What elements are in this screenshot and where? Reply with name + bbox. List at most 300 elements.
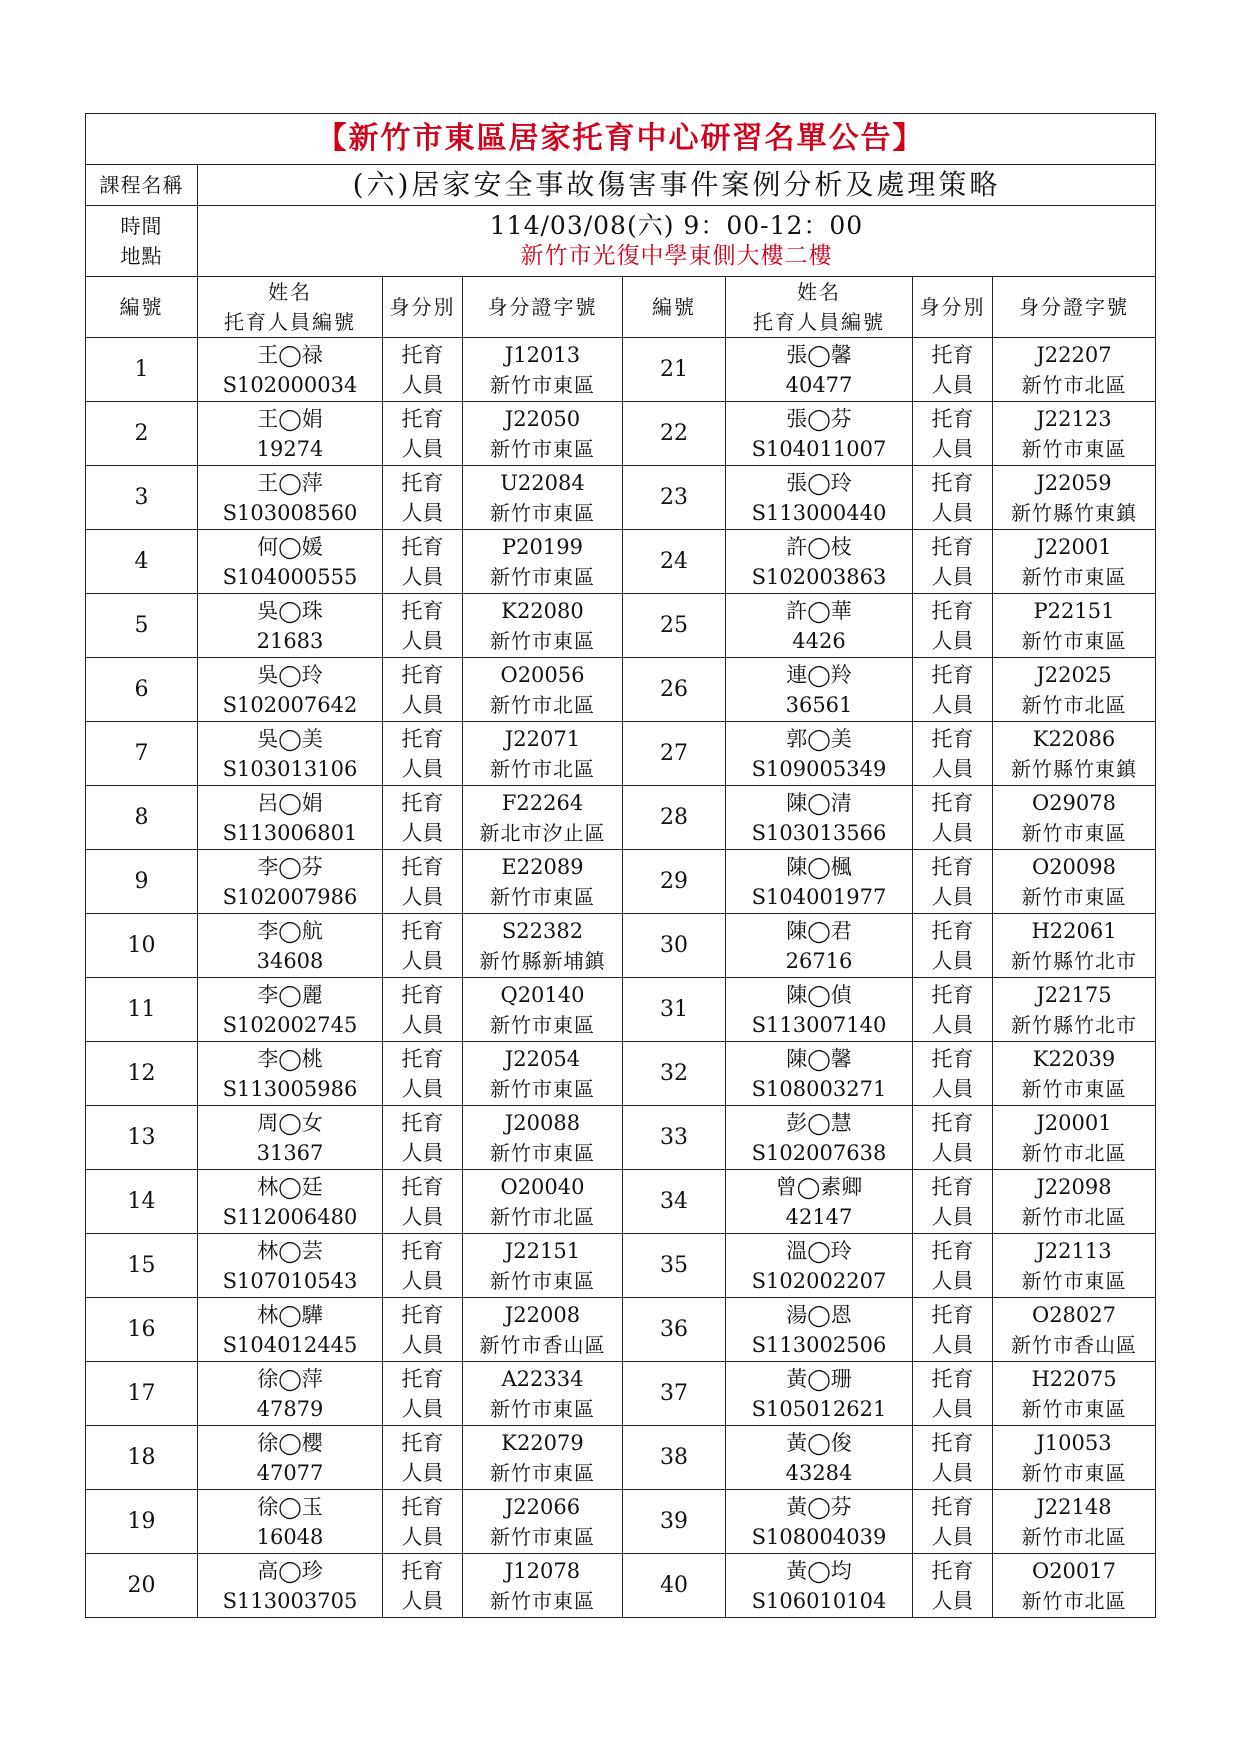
entry-name: 陳◯清 bbox=[786, 790, 852, 815]
entry-id-cell bbox=[463, 786, 623, 850]
entry-id-number: K22086 bbox=[1032, 726, 1116, 751]
entry-caregiver-id: 40477 bbox=[785, 372, 853, 397]
entry-name: 徐◯玉 bbox=[257, 1494, 323, 1519]
entry-identity-cell bbox=[913, 402, 993, 466]
header-name: 姓名 bbox=[268, 280, 312, 304]
entry-id-cell bbox=[463, 1106, 623, 1170]
entry-identity-cell bbox=[383, 466, 463, 530]
entry-id-cell bbox=[463, 1426, 623, 1490]
roster-table bbox=[85, 113, 1156, 1618]
entry-area: 新竹市東區 bbox=[1021, 628, 1127, 653]
entry-number: 22 bbox=[623, 402, 726, 466]
entry-name: 王◯禄 bbox=[257, 342, 323, 367]
entry-identity-cell bbox=[383, 338, 463, 402]
entry-name-cell bbox=[726, 658, 913, 722]
entry-identity-cell bbox=[913, 1554, 993, 1618]
entry-number: 14 bbox=[86, 1170, 198, 1234]
entry-id-cell bbox=[463, 530, 623, 594]
entry-caregiver-id: 21683 bbox=[256, 628, 324, 653]
entry-number: 13 bbox=[86, 1106, 198, 1170]
entry-identity-cell bbox=[913, 1426, 993, 1490]
entry-identity-bottom: 人員 bbox=[401, 1012, 444, 1037]
entry-identity-bottom: 人員 bbox=[931, 1524, 974, 1549]
entry-identity-cell bbox=[913, 722, 993, 786]
entry-id-cell bbox=[993, 1234, 1156, 1298]
entry-id-cell bbox=[463, 978, 623, 1042]
entry-number: 29 bbox=[623, 850, 726, 914]
entry-identity-bottom: 人員 bbox=[931, 820, 974, 845]
entry-name: 周◯女 bbox=[257, 1110, 323, 1135]
table-row bbox=[86, 530, 1156, 594]
entry-area: 新竹市東區 bbox=[490, 1396, 595, 1421]
entry-name: 黃◯均 bbox=[786, 1558, 852, 1583]
entry-number: 26 bbox=[623, 658, 726, 722]
entry-name: 彭◯慧 bbox=[786, 1110, 852, 1135]
entry-number: 23 bbox=[623, 466, 726, 530]
entry-id-cell bbox=[993, 1554, 1156, 1618]
entry-name: 吳◯珠 bbox=[257, 598, 323, 623]
entry-identity-top: 托育 bbox=[401, 662, 444, 687]
entry-identity-top: 托育 bbox=[401, 1046, 444, 1071]
entry-identity-top: 托育 bbox=[931, 534, 974, 559]
entry-identity-top: 托育 bbox=[931, 1046, 974, 1071]
entry-number: 8 bbox=[86, 786, 198, 850]
table-row bbox=[86, 722, 1156, 786]
entry-name: 林◯廷 bbox=[257, 1174, 323, 1199]
entry-identity-bottom: 人員 bbox=[931, 1140, 974, 1165]
entry-caregiver-id: S113006801 bbox=[222, 820, 358, 845]
entry-area: 新竹市東區 bbox=[1021, 1076, 1127, 1101]
header-name: 姓名 bbox=[797, 280, 841, 304]
entry-number: 34 bbox=[623, 1170, 726, 1234]
entry-identity-cell bbox=[913, 530, 993, 594]
entry-area: 新竹市東區 bbox=[1021, 1396, 1127, 1421]
entry-name-cell bbox=[198, 1106, 383, 1170]
entry-name: 李◯芬 bbox=[257, 854, 323, 879]
table-row bbox=[86, 1554, 1156, 1618]
entry-id-cell bbox=[993, 1106, 1156, 1170]
entry-id-cell bbox=[463, 1554, 623, 1618]
entry-number: 10 bbox=[86, 914, 198, 978]
entry-identity-cell bbox=[913, 978, 993, 1042]
entry-caregiver-id: 47077 bbox=[256, 1460, 324, 1485]
entry-name: 曾◯素卿 bbox=[775, 1174, 863, 1199]
entry-identity-cell bbox=[383, 786, 463, 850]
entry-identity-bottom: 人員 bbox=[401, 436, 444, 461]
entry-name: 湯◯恩 bbox=[786, 1302, 852, 1327]
entry-name: 呂◯娟 bbox=[257, 790, 323, 815]
header-caregiver-id: 托育人員編號 bbox=[753, 310, 885, 334]
header-name-left bbox=[198, 277, 383, 338]
entry-number: 28 bbox=[623, 786, 726, 850]
entry-name-cell bbox=[198, 594, 383, 658]
entry-id-cell bbox=[993, 786, 1156, 850]
entry-area: 新竹市北區 bbox=[1021, 1524, 1127, 1549]
entry-identity-cell bbox=[383, 1234, 463, 1298]
table-row bbox=[86, 1106, 1156, 1170]
entry-identity-bottom: 人員 bbox=[401, 948, 444, 973]
entry-caregiver-id: S105012621 bbox=[751, 1396, 887, 1421]
entry-identity-bottom: 人員 bbox=[931, 372, 974, 397]
entry-identity-top: 托育 bbox=[401, 342, 444, 367]
entry-identity-cell bbox=[383, 1170, 463, 1234]
entry-identity-top: 托育 bbox=[931, 342, 974, 367]
entry-name-cell bbox=[726, 466, 913, 530]
entry-caregiver-id: 16048 bbox=[256, 1524, 324, 1549]
entry-name: 林◯驊 bbox=[257, 1302, 323, 1327]
entry-name-cell bbox=[726, 530, 913, 594]
entry-id-cell bbox=[463, 850, 623, 914]
entry-identity-bottom: 人員 bbox=[401, 756, 444, 781]
entry-identity-bottom: 人員 bbox=[401, 884, 444, 909]
entry-name-cell bbox=[198, 658, 383, 722]
entry-number: 27 bbox=[623, 722, 726, 786]
entry-id-cell bbox=[463, 1042, 623, 1106]
entry-identity-top: 托育 bbox=[401, 854, 444, 879]
entry-identity-cell bbox=[913, 1362, 993, 1426]
entry-id-number: J22059 bbox=[1036, 470, 1112, 495]
table-row bbox=[86, 1234, 1156, 1298]
entry-number: 24 bbox=[623, 530, 726, 594]
entry-caregiver-id: S104001977 bbox=[751, 884, 887, 909]
entry-id-number: J22151 bbox=[504, 1238, 581, 1263]
entry-name-cell bbox=[198, 466, 383, 530]
table-row bbox=[86, 338, 1156, 402]
entry-area: 新竹市東區 bbox=[490, 1588, 595, 1613]
entry-id-number: J22123 bbox=[1036, 406, 1112, 431]
entry-area: 新竹市東區 bbox=[490, 1524, 595, 1549]
entry-caregiver-id: S113005986 bbox=[222, 1076, 358, 1101]
entry-area: 新竹市東區 bbox=[490, 1140, 595, 1165]
entry-number: 31 bbox=[623, 978, 726, 1042]
entry-id-cell bbox=[993, 850, 1156, 914]
entry-name-cell bbox=[726, 1106, 913, 1170]
entry-number: 16 bbox=[86, 1298, 198, 1362]
entry-identity-top: 托育 bbox=[931, 662, 974, 687]
entry-name-cell bbox=[726, 786, 913, 850]
entry-id-number: U22084 bbox=[500, 470, 585, 495]
entry-name-cell bbox=[198, 1554, 383, 1618]
entry-identity-bottom: 人員 bbox=[931, 564, 974, 589]
entry-identity-bottom: 人員 bbox=[401, 1076, 444, 1101]
entry-id-cell bbox=[993, 530, 1156, 594]
entry-id-number: J22113 bbox=[1036, 1238, 1112, 1263]
table-row bbox=[86, 402, 1156, 466]
entry-id-number: F22264 bbox=[501, 790, 584, 815]
entry-caregiver-id: S113000440 bbox=[751, 500, 887, 525]
entry-area: 新竹縣竹北市 bbox=[1011, 948, 1137, 973]
entry-number: 2 bbox=[86, 402, 198, 466]
entry-identity-top: 托育 bbox=[931, 854, 974, 879]
entry-identity-cell bbox=[913, 594, 993, 658]
entry-name: 徐◯櫻 bbox=[257, 1430, 323, 1455]
entry-name-cell bbox=[198, 1234, 383, 1298]
entry-number: 21 bbox=[623, 338, 726, 402]
entry-name: 陳◯君 bbox=[786, 918, 852, 943]
entry-caregiver-id: S104012445 bbox=[222, 1332, 358, 1357]
entry-name: 陳◯楓 bbox=[786, 854, 852, 879]
table-row bbox=[86, 978, 1156, 1042]
entry-identity-top: 托育 bbox=[401, 1494, 444, 1519]
entry-caregiver-id: S102002745 bbox=[222, 1012, 358, 1037]
entry-number: 33 bbox=[623, 1106, 726, 1170]
entry-area: 新竹市東區 bbox=[490, 628, 595, 653]
header-caregiver-id: 托育人員編號 bbox=[224, 310, 356, 334]
entry-identity-cell bbox=[383, 1426, 463, 1490]
entry-id-cell bbox=[993, 1170, 1156, 1234]
entry-identity-bottom: 人員 bbox=[931, 1076, 974, 1101]
entry-caregiver-id: S102000034 bbox=[222, 372, 358, 397]
entry-number: 15 bbox=[86, 1234, 198, 1298]
header-name-right bbox=[726, 277, 913, 338]
entry-id-cell bbox=[993, 658, 1156, 722]
entry-identity-cell bbox=[913, 658, 993, 722]
entry-identity-top: 托育 bbox=[401, 1238, 444, 1263]
entry-name: 李◯桃 bbox=[257, 1046, 323, 1071]
entry-area: 新竹市香山區 bbox=[479, 1332, 606, 1357]
entry-identity-bottom: 人員 bbox=[931, 1012, 974, 1037]
entry-id-number: J22207 bbox=[1036, 342, 1112, 367]
entry-identity-top: 托育 bbox=[401, 1110, 444, 1135]
entry-identity-bottom: 人員 bbox=[931, 500, 974, 525]
entry-identity-cell bbox=[913, 1490, 993, 1554]
entry-id-cell bbox=[993, 1490, 1156, 1554]
entry-identity-bottom: 人員 bbox=[401, 372, 444, 397]
entry-identity-cell bbox=[383, 1106, 463, 1170]
entry-number: 32 bbox=[623, 1042, 726, 1106]
entry-identity-bottom: 人員 bbox=[931, 884, 974, 909]
entry-caregiver-id: S113007140 bbox=[751, 1012, 887, 1037]
entry-id-number: J22008 bbox=[504, 1302, 581, 1327]
entry-number: 35 bbox=[623, 1234, 726, 1298]
entry-caregiver-id: S102007986 bbox=[222, 884, 358, 909]
entry-identity-bottom: 人員 bbox=[931, 756, 974, 781]
entry-name-cell bbox=[726, 1554, 913, 1618]
entry-id-number: O29078 bbox=[1031, 790, 1117, 815]
entry-number: 1 bbox=[86, 338, 198, 402]
entry-id-cell bbox=[993, 1042, 1156, 1106]
entry-id-number: O28027 bbox=[1031, 1302, 1117, 1327]
entry-id-cell bbox=[463, 914, 623, 978]
header-id-number-right: 身分證字號 bbox=[993, 277, 1156, 338]
entry-id-number: J22071 bbox=[504, 726, 581, 751]
entry-id-number: K22079 bbox=[501, 1430, 584, 1455]
entry-identity-cell bbox=[383, 658, 463, 722]
entry-identity-top: 托育 bbox=[931, 1110, 974, 1135]
entry-name-cell bbox=[198, 978, 383, 1042]
entry-id-cell bbox=[463, 338, 623, 402]
entry-id-number: Q20140 bbox=[500, 982, 585, 1007]
entry-identity-top: 托育 bbox=[931, 1494, 974, 1519]
entry-id-cell bbox=[993, 1362, 1156, 1426]
entry-identity-cell bbox=[383, 914, 463, 978]
entry-number: 17 bbox=[86, 1362, 198, 1426]
entry-caregiver-id: 42147 bbox=[785, 1204, 853, 1229]
entry-id-number: S22382 bbox=[501, 918, 584, 943]
entry-identity-cell bbox=[913, 338, 993, 402]
entry-id-cell bbox=[993, 1426, 1156, 1490]
entry-area: 新竹市香山區 bbox=[1011, 1332, 1137, 1357]
entry-identity-top: 托育 bbox=[401, 534, 444, 559]
entry-area: 新竹市東區 bbox=[490, 884, 595, 909]
entry-id-cell bbox=[993, 914, 1156, 978]
entry-id-number: J22175 bbox=[1036, 982, 1112, 1007]
entry-identity-cell bbox=[383, 850, 463, 914]
course-name: (六)居家安全事故傷害事件案例分析及處理策略 bbox=[198, 165, 1156, 206]
entry-name-cell bbox=[198, 1362, 383, 1426]
entry-number: 20 bbox=[86, 1554, 198, 1618]
entry-name: 陳◯馨 bbox=[786, 1046, 852, 1071]
entry-identity-top: 托育 bbox=[401, 406, 444, 431]
entry-caregiver-id: S112006480 bbox=[222, 1204, 358, 1229]
entry-identity-top: 托育 bbox=[931, 1430, 974, 1455]
entry-id-number: J22054 bbox=[504, 1046, 581, 1071]
entry-name-cell bbox=[198, 1170, 383, 1234]
entry-area: 新竹市東區 bbox=[490, 1012, 595, 1037]
entry-id-cell bbox=[463, 1170, 623, 1234]
entry-id-number: J22148 bbox=[1036, 1494, 1112, 1519]
entry-id-number: A22334 bbox=[501, 1366, 584, 1391]
entry-identity-bottom: 人員 bbox=[401, 564, 444, 589]
entry-id-cell bbox=[463, 1298, 623, 1362]
table-row bbox=[86, 1362, 1156, 1426]
entry-caregiver-id: S103013106 bbox=[222, 756, 358, 781]
entry-id-number: O20017 bbox=[1031, 1558, 1117, 1583]
entry-identity-top: 托育 bbox=[931, 406, 974, 431]
column-header-row bbox=[86, 277, 1156, 338]
time-value: 114/03/08(六) 9：00-12：00 bbox=[489, 211, 864, 240]
entry-area: 新竹市北區 bbox=[1021, 1588, 1127, 1613]
course-label: 課程名稱 bbox=[86, 165, 198, 206]
entry-name-cell bbox=[198, 1042, 383, 1106]
entry-id-number: P20199 bbox=[502, 534, 583, 559]
table-row bbox=[86, 1170, 1156, 1234]
entry-caregiver-id: 43284 bbox=[785, 1460, 853, 1485]
entry-name-cell bbox=[726, 594, 913, 658]
entry-id-number: O20056 bbox=[500, 662, 585, 687]
entry-identity-top: 托育 bbox=[931, 790, 974, 815]
entry-area: 新竹市東區 bbox=[490, 564, 595, 589]
entry-id-number: J20001 bbox=[1036, 1110, 1112, 1135]
entry-caregiver-id: 19274 bbox=[256, 436, 324, 461]
entry-name-cell bbox=[726, 914, 913, 978]
entry-id-cell bbox=[463, 1490, 623, 1554]
entry-area: 新竹市北區 bbox=[1021, 372, 1127, 397]
entry-name: 陳◯偵 bbox=[786, 982, 852, 1007]
entry-number: 7 bbox=[86, 722, 198, 786]
time-place-label bbox=[86, 206, 198, 277]
entry-id-cell bbox=[463, 466, 623, 530]
entry-number: 30 bbox=[623, 914, 726, 978]
entry-name: 王◯萍 bbox=[257, 470, 323, 495]
entry-name-cell bbox=[198, 850, 383, 914]
place-value: 新竹市光復中學東側大樓二樓 bbox=[520, 243, 833, 269]
entry-name: 許◯華 bbox=[786, 598, 852, 623]
entry-name: 郭◯美 bbox=[786, 726, 852, 751]
entry-identity-cell bbox=[913, 786, 993, 850]
entry-number: 38 bbox=[623, 1426, 726, 1490]
entry-id-cell bbox=[993, 338, 1156, 402]
entry-identity-bottom: 人員 bbox=[931, 1460, 974, 1485]
entry-identity-top: 托育 bbox=[931, 1558, 974, 1583]
table-row bbox=[86, 594, 1156, 658]
entry-identity-cell bbox=[383, 594, 463, 658]
entry-caregiver-id: S102007642 bbox=[222, 692, 358, 717]
entry-identity-bottom: 人員 bbox=[401, 1140, 444, 1165]
entry-identity-top: 托育 bbox=[931, 1174, 974, 1199]
entry-name: 王◯娟 bbox=[257, 406, 323, 431]
entry-identity-top: 托育 bbox=[931, 470, 974, 495]
entry-identity-bottom: 人員 bbox=[401, 1332, 444, 1357]
entry-identity-cell bbox=[913, 1170, 993, 1234]
entry-number: 19 bbox=[86, 1490, 198, 1554]
entry-id-cell bbox=[993, 722, 1156, 786]
entry-name: 李◯麗 bbox=[257, 982, 323, 1007]
entry-name: 吳◯玲 bbox=[257, 662, 323, 687]
entry-number: 18 bbox=[86, 1426, 198, 1490]
entry-caregiver-id: S109005349 bbox=[751, 756, 887, 781]
entry-caregiver-id: S102003863 bbox=[751, 564, 887, 589]
entry-name-cell bbox=[726, 1298, 913, 1362]
entry-identity-top: 托育 bbox=[931, 1238, 974, 1263]
entry-id-number: J22050 bbox=[504, 406, 581, 431]
entry-caregiver-id: S108004039 bbox=[751, 1524, 887, 1549]
header-identity-right: 身分別 bbox=[913, 277, 993, 338]
entry-identity-bottom: 人員 bbox=[401, 1396, 444, 1421]
entry-name: 林◯芸 bbox=[257, 1238, 323, 1263]
entry-id-cell bbox=[993, 466, 1156, 530]
entry-name-cell bbox=[726, 1426, 913, 1490]
table-row bbox=[86, 786, 1156, 850]
entry-name-cell bbox=[726, 978, 913, 1042]
entry-identity-top: 托育 bbox=[401, 1366, 444, 1391]
entry-identity-top: 托育 bbox=[401, 598, 444, 623]
entry-name: 黃◯俊 bbox=[786, 1430, 852, 1455]
entry-name-cell bbox=[198, 402, 383, 466]
table-row bbox=[86, 1042, 1156, 1106]
entry-id-number: J12078 bbox=[504, 1558, 581, 1583]
entry-name: 張◯玲 bbox=[786, 470, 852, 495]
entry-area: 新竹市東區 bbox=[1021, 1268, 1127, 1293]
entry-area: 新北市汐止區 bbox=[479, 820, 606, 845]
entry-area: 新竹市東區 bbox=[490, 372, 595, 397]
entry-identity-top: 托育 bbox=[401, 726, 444, 751]
table-row bbox=[86, 658, 1156, 722]
entry-number: 11 bbox=[86, 978, 198, 1042]
entry-id-number: J20088 bbox=[504, 1110, 581, 1135]
entry-identity-cell bbox=[913, 1298, 993, 1362]
entry-id-number: J22001 bbox=[1036, 534, 1112, 559]
entry-id-number: J22098 bbox=[1036, 1174, 1112, 1199]
entry-caregiver-id: S108003271 bbox=[751, 1076, 887, 1101]
entry-identity-cell bbox=[383, 1362, 463, 1426]
entry-identity-top: 托育 bbox=[401, 1302, 444, 1327]
entry-name-cell bbox=[726, 1170, 913, 1234]
entry-area: 新竹市北區 bbox=[490, 692, 595, 717]
entry-name-cell bbox=[198, 338, 383, 402]
entry-identity-cell bbox=[913, 1234, 993, 1298]
entry-identity-cell bbox=[913, 1042, 993, 1106]
entry-identity-bottom: 人員 bbox=[931, 628, 974, 653]
entry-identity-bottom: 人員 bbox=[401, 692, 444, 717]
entry-name: 許◯枝 bbox=[786, 534, 852, 559]
entry-id-number: J12013 bbox=[504, 342, 581, 367]
entry-number: 3 bbox=[86, 466, 198, 530]
entry-identity-bottom: 人員 bbox=[931, 1396, 974, 1421]
entry-caregiver-id: S104000555 bbox=[222, 564, 358, 589]
entry-identity-cell bbox=[383, 1490, 463, 1554]
entry-caregiver-id: S103008560 bbox=[222, 500, 358, 525]
